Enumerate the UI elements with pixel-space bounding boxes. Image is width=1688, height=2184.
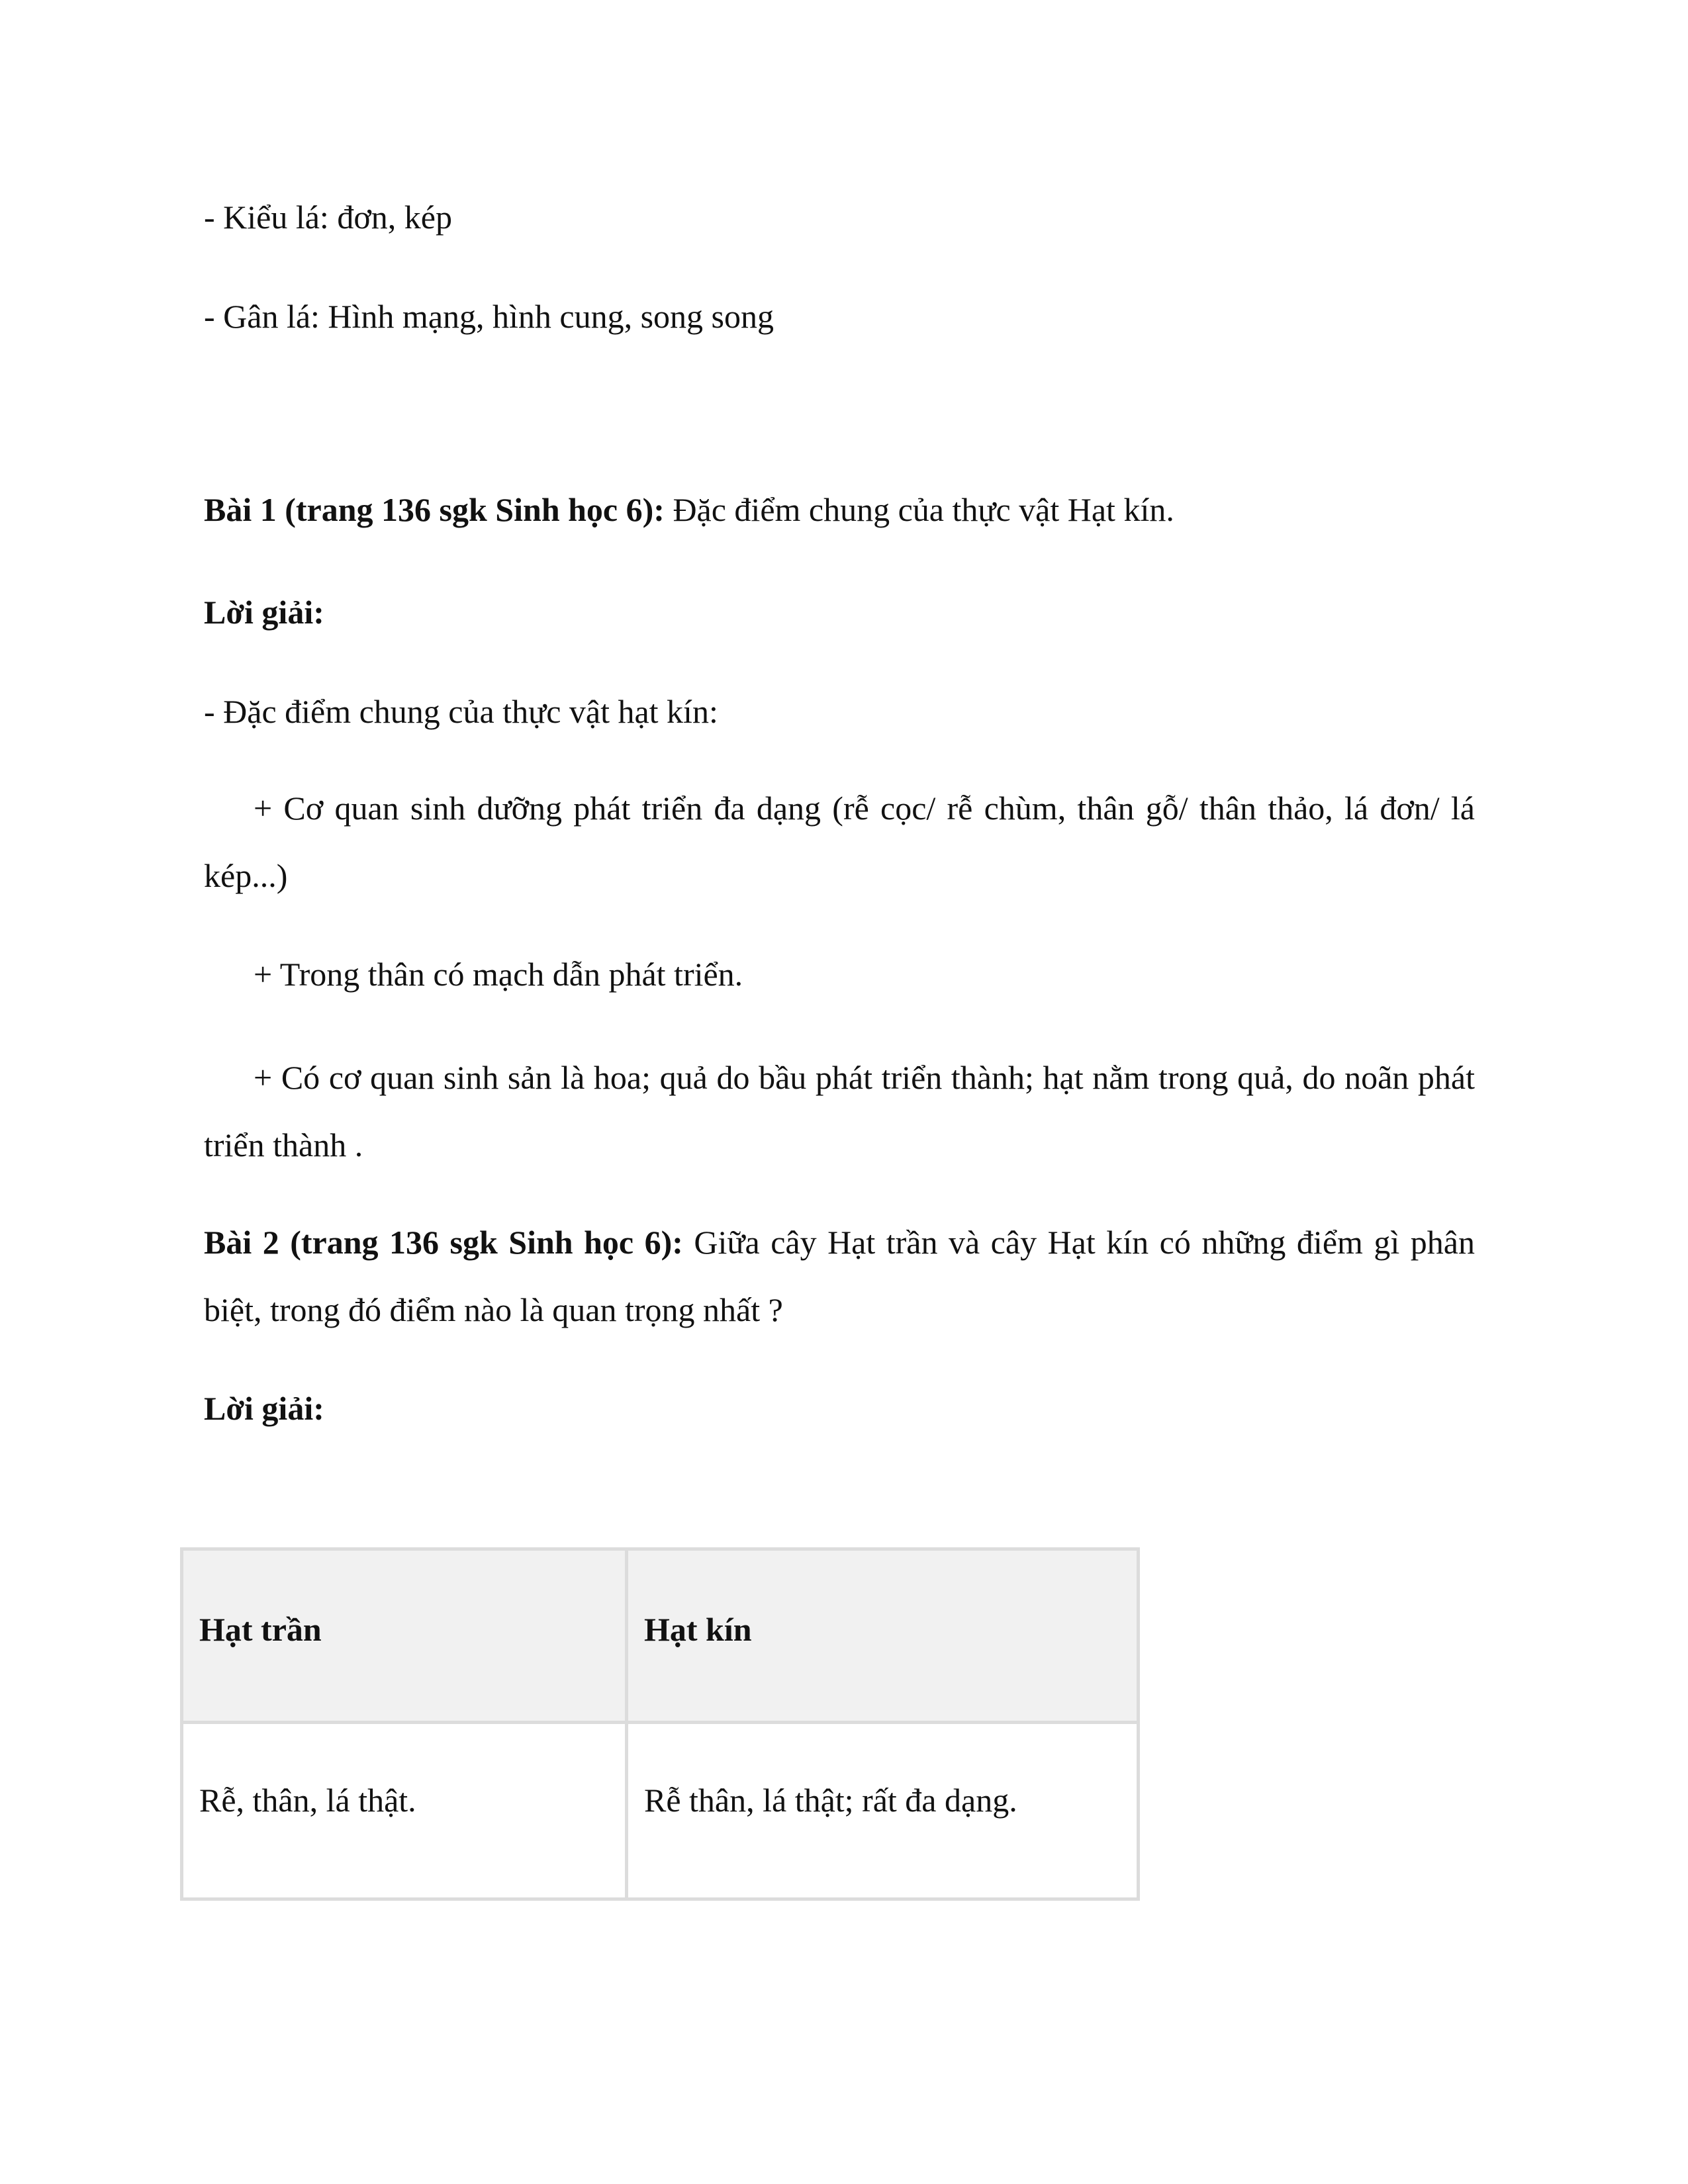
question-1-text: Đặc điểm chung của thực vật Hạt kín. bbox=[664, 491, 1174, 528]
table-header-row bbox=[183, 1551, 1137, 1724]
question-2 bbox=[204, 1208, 1475, 1343]
answer-1-intro: - Đặc điểm chung của thực vật hạt kín: bbox=[204, 693, 718, 730]
comparison-table bbox=[180, 1547, 1140, 1901]
leaf-vein-line: - Gân lá: Hình mạng, hình cung, song song bbox=[204, 298, 774, 335]
table-column-divider bbox=[625, 1551, 628, 1897]
table-cell: Rễ thân, lá thật; rất đa dạng. bbox=[644, 1782, 1017, 1819]
answer-2-label: Lời giải: bbox=[204, 1390, 324, 1427]
question-1 bbox=[204, 490, 1174, 529]
question-2-label: Bài 2 (trang 136 sgk Sinh học 6): bbox=[204, 1224, 683, 1261]
leaf-type-line: - Kiểu lá: đơn, kép bbox=[204, 199, 452, 236]
table-header-cell: Hạt kín bbox=[644, 1611, 752, 1648]
answer-1-point-3: + Có cơ quan sinh sản là hoa; quả do bầu phát triển thành; hạt nằm trong quả, do noãn phát triển thành . bbox=[204, 1059, 1475, 1163]
question-2-text: Giữa cây Hạt trần và cây Hạt kín có những điểm gì phân biệt, trong đó điểm nào là quan trọng nhất ? bbox=[204, 1224, 1475, 1328]
table-header-cell: Hạt trần bbox=[199, 1611, 322, 1648]
answer-1-point-2: + Trong thân có mạch dẫn phát triển. bbox=[254, 956, 743, 993]
question-1-label: Bài 1 (trang 136 sgk Sinh học 6): bbox=[204, 491, 665, 528]
table-row bbox=[183, 1724, 1137, 1897]
answer-1-point-1: + Cơ quan sinh dưỡng phát triển đa dạng (rễ cọc/ rễ chùm, thân gỗ/ thân thảo, lá đơn/ lá kép...) bbox=[204, 790, 1475, 894]
answer-1-label: Lời giải: bbox=[204, 594, 324, 631]
table-cell: Rễ, thân, lá thật. bbox=[199, 1782, 416, 1819]
